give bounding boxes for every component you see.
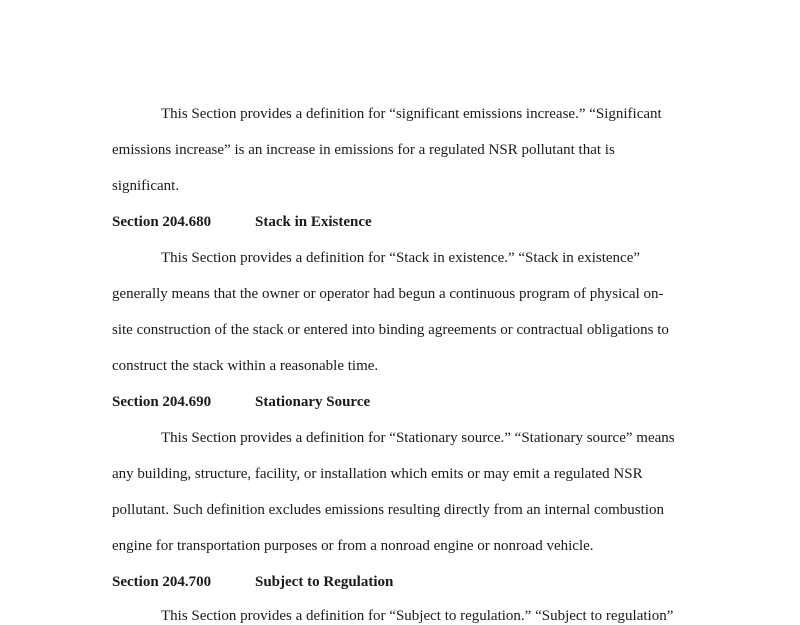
section-heading [112,393,370,411]
section-heading [112,213,372,231]
paragraph-line: any building, structure, facility, or installation which emits or may emit a regulated NSR [112,466,643,482]
paragraph-line: significant. [112,178,180,194]
paragraph-line: site construction of the stack or entered into binding agreements or contractual obligations to [112,322,669,338]
paragraph-line: This Section provides a definition for “Stack in existence.” “Stack in existence” [161,250,641,266]
paragraph-line: This Section provides a definition for “Subject to regulation.” “Subject to regulation” [161,608,674,624]
paragraph-line: This Section provides a definition for “significant emissions increase.” “Significant [161,106,662,122]
section-title: Stationary Source [255,394,371,410]
paragraph-line: engine for transportation purposes or from a nonroad engine or nonroad vehicle. [112,538,594,554]
section-number: Section 204.700 [112,574,212,590]
section-title: Stack in Existence [255,214,372,230]
section-number: Section 204.680 [112,214,212,230]
paragraph-line: This Section provides a definition for “Stationary source.” “Stationary source” means [161,430,675,446]
paragraph-line: emissions increase” is an increase in emissions for a regulated NSR pollutant that is [112,142,615,158]
section-number: Section 204.690 [112,394,212,410]
paragraph-line: generally means that the owner or operator had begun a continuous program of physical on- [112,286,664,302]
paragraph-line: construct the stack within a reasonable time. [112,358,379,374]
paragraph-line: pollutant. Such definition excludes emissions resulting directly from an internal combustion [112,502,664,518]
section-heading [112,573,393,591]
section-title: Subject to Regulation [255,574,394,590]
